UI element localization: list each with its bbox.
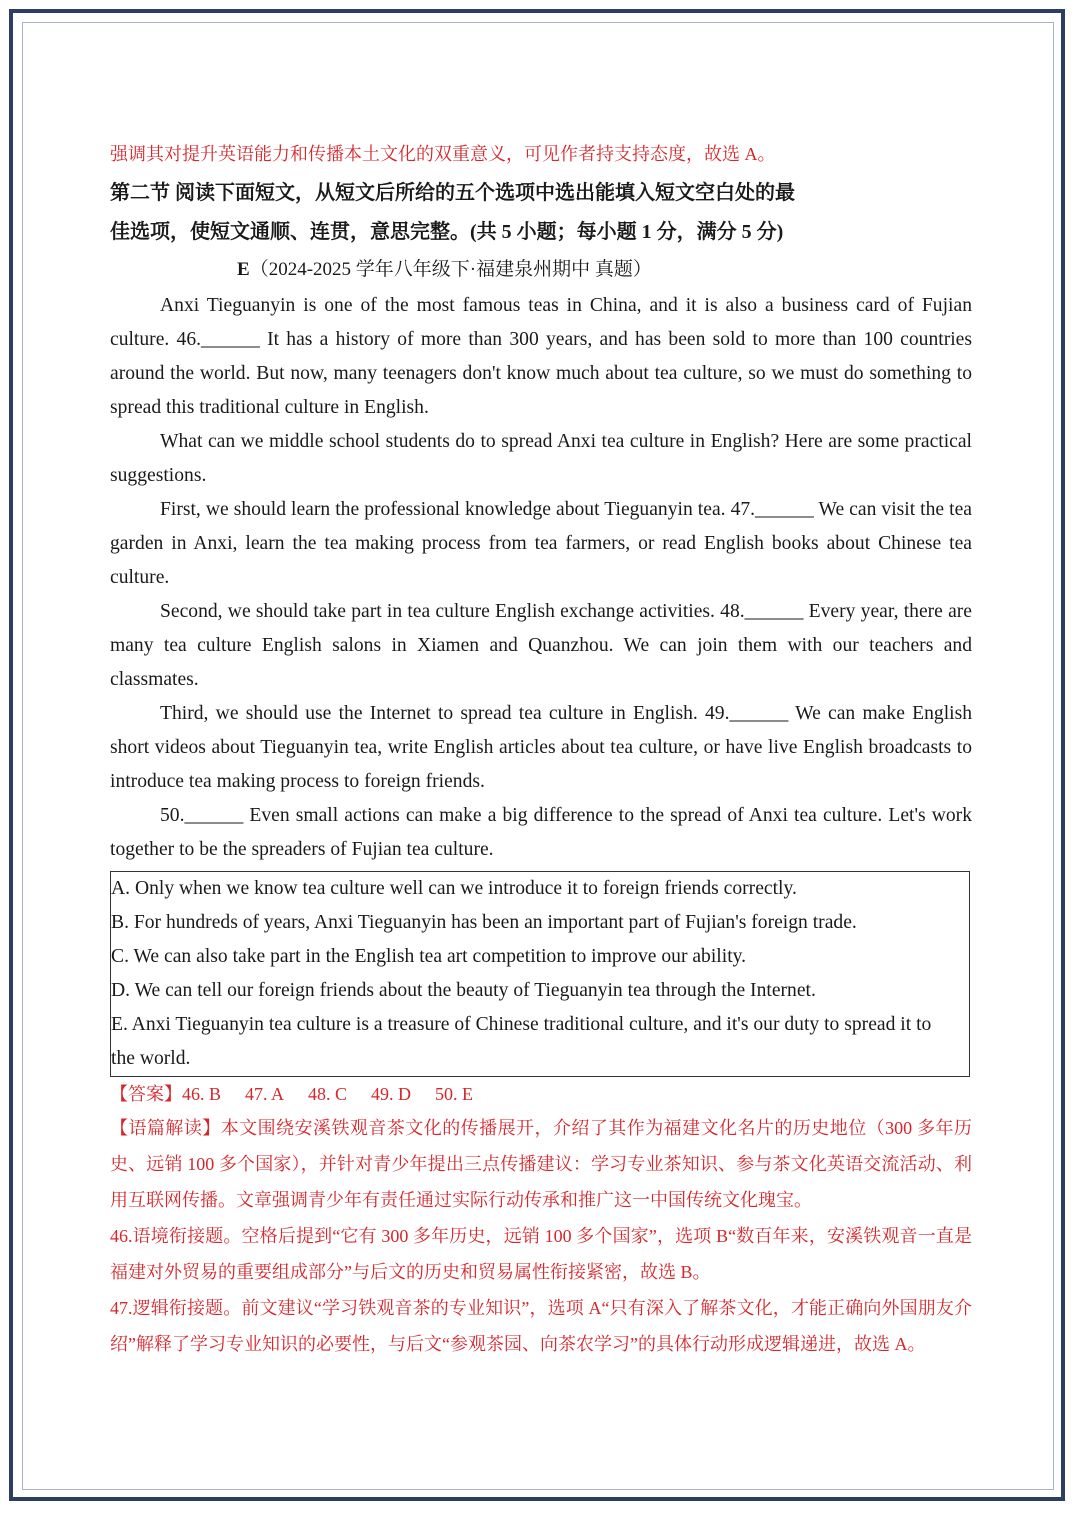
answer-label: 【答案】 [110,1084,182,1104]
passage-source-text: （2024-2025 学年八年级下·福建泉州期中 真题） [249,259,652,280]
explanation-46: 46.语境衔接题。空格后提到“它有 300 多年历史，远销 100 多个国家”，选项 B“数百年来，安溪铁观音一直是福建对外贸易的重要组成部分”与后文的历史和贸易属性衔接紧密，故选 B。 [110,1226,972,1282]
passage-source [110,251,972,289]
passage-paragraph-1: Anxi Tieguanyin is one of the most famous teas in China, and it is also a business card of Fujian culture. 46.______ It has a history of more than 300 years, and has been sold to more than 100 countries around the world. But now, many teenagers don't know much about tea culture, so we must do something to spread this traditional culture in English. [110,295,972,418]
option-a: A. Only when we know tea culture well can we introduce it to foreign friends correctly. [111,878,797,899]
explanation-47: 47.逻辑衔接题。前文建议“学习铁观音茶的专业知识”，选项 A“只有深入了解茶文化，才能正确向外国朋友介绍”解释了学习专业知识的必要性，与后文“参观茶园、向茶农学习”的具体行动形成逻辑递进，故选 A。 [110,1298,972,1354]
reading-passage [110,289,972,867]
answer-47: 47. A [245,1084,285,1104]
option-d: D. We can tell our foreign friends about the beauty of Tieguanyin tea through the Internet. [111,980,816,1001]
answer-50: 50. E [435,1084,474,1104]
passage-paragraph-2: What can we middle school students do to spread Anxi tea culture in English? Here are some practical suggestions. [110,431,972,486]
passage-paragraph-5: Third, we should use the Internet to spread tea culture in English. 49.______ We can make English short videos about Tieguanyin tea, write English articles about tea culture, or have live English broadcasts to introduce tea making process to foreign friends. [110,703,972,792]
passage-paragraph-4: Second, we should take part in tea culture English exchange activities. 48.______ Every year, there are many tea culture English salons in Xiamen and Quanzhou. We can join them with our teachers and classmates. [110,601,972,690]
passage-paragraph-6: 50.______ Even small actions can make a big difference to the spread of Anxi tea culture. Let's work together to be the spreaders of Fujian tea culture. [110,805,972,860]
section-heading-line-2: 佳选项，使短文通顺、连贯，意思完整。(共 5 小题；每小题 1 分，满分 5 分) [110,220,784,243]
section-heading-line-1: 第二节 阅读下面短文，从短文后所给的五个选项中选出能填入短文空白处的最 [110,182,795,204]
answer-48: 48. C [308,1084,348,1104]
discourse-analysis: 【语篇解读】本文围绕安溪铁观音茶文化的传播展开，介绍了其作为福建文化名片的历史地位（300 多年历史、远销 100 多个国家），并针对青少年提出三点传播建议：学习专业茶知识、参与茶文化英语交流活动、利用互联网传播。文章强调青少年有责任通过实际行动传承和推广这一中国传统文化瑰宝。 [110,1118,972,1210]
document-body [110,138,972,1362]
options-box [110,871,970,1077]
option-e: E. Anxi Tieguanyin tea culture is a treasure of Chinese traditional culture, and it's our duty to spread it to the world. [111,1014,932,1069]
answer-key [110,1078,972,1110]
option-c: C. We can also take part in the English tea art competition to improve our ability. [111,946,747,967]
previous-answer-explanation: 强调其对提升英语能力和传播本土文化的双重意义，可见作者持支持态度，故选 A。 [110,144,776,164]
option-b: B. For hundreds of years, Anxi Tieguanyin has been an important part of Fujian's foreign trade. [111,912,857,933]
analysis-section [110,1110,972,1362]
passage-paragraph-3: First, we should learn the professional knowledge about Tieguanyin tea. 47.______ We can visit the tea garden in Anxi, learn the tea making process from tea farmers, or read English books about Chinese tea culture. [110,499,972,588]
passage-letter: E [237,259,250,280]
answer-46: 46. B [182,1084,222,1104]
answer-49: 49. D [371,1084,412,1104]
